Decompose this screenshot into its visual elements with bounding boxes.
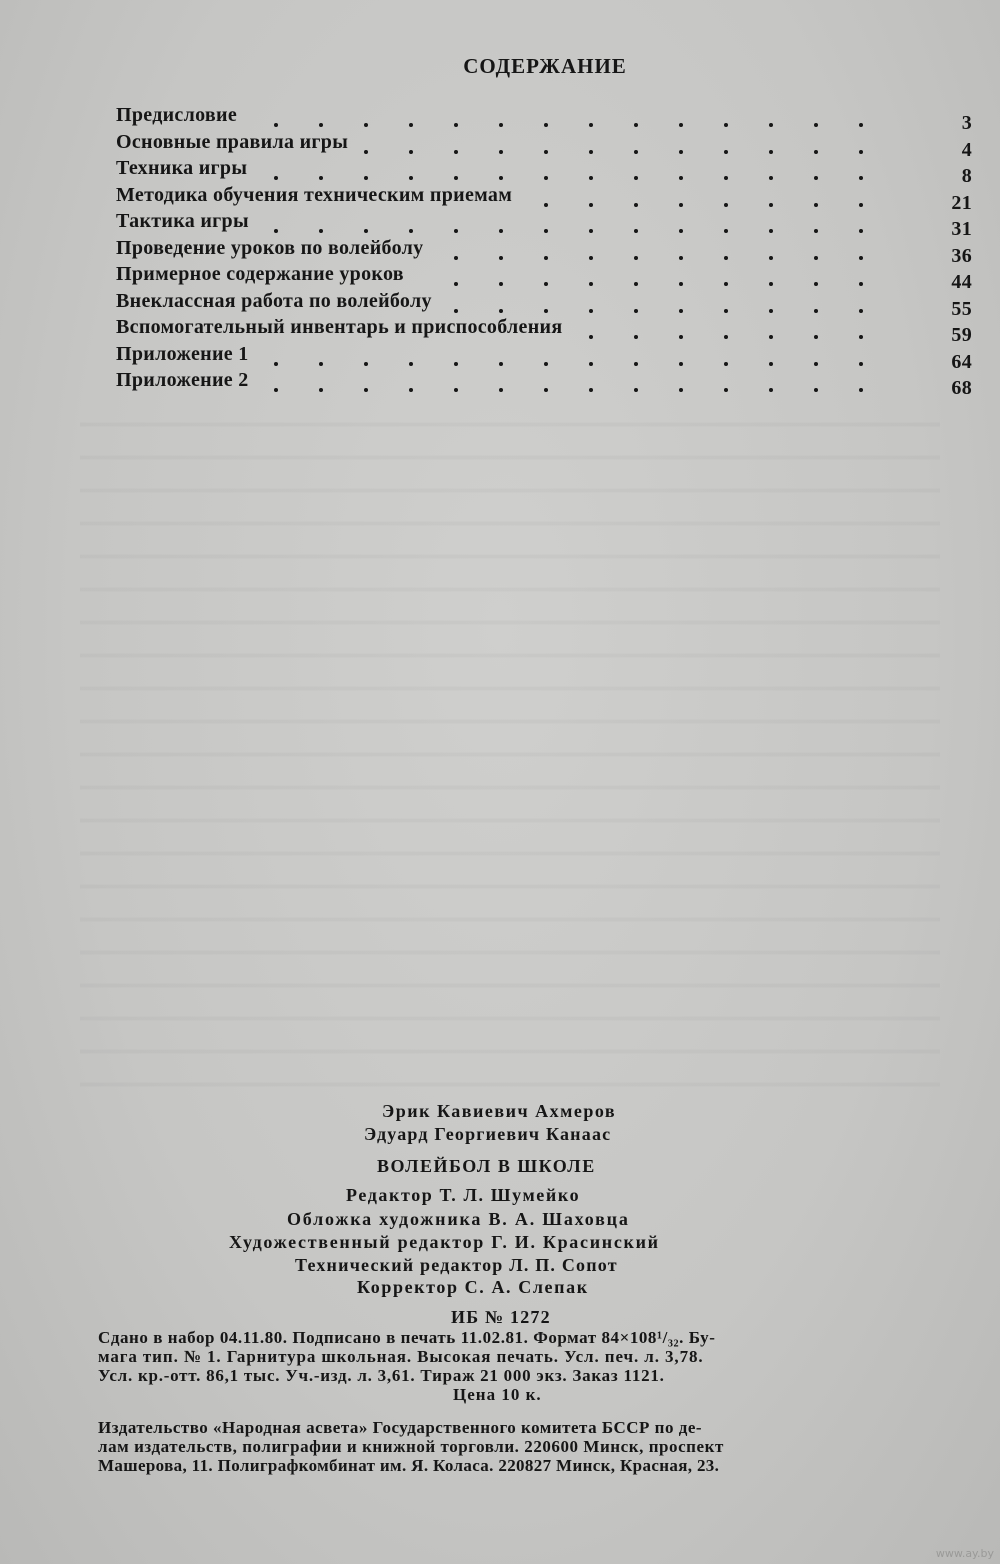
leader-dot — [589, 388, 593, 392]
toc-entry — [116, 183, 972, 214]
dot-leader — [116, 104, 906, 130]
leader-dot — [454, 123, 458, 127]
leader-dot — [544, 203, 548, 207]
leader-dot — [454, 282, 458, 286]
leader-dot — [274, 176, 278, 180]
leader-dot — [544, 309, 548, 313]
art-editor-credit: Художественный редактор Г. И. Красинский — [229, 1232, 660, 1252]
print-details-line-1: Сдано в набор 04.11.80. Подписано в печать 11.02.81. Формат 84×108¹/₃₂. Бу- — [98, 1328, 716, 1347]
leader-dot — [679, 335, 683, 339]
toc-entry-page: 64 — [951, 350, 972, 373]
leader-dot — [364, 176, 368, 180]
leader-dot — [634, 362, 638, 366]
leader-dot — [814, 388, 818, 392]
leader-dot — [724, 176, 728, 180]
dot-leader — [116, 157, 906, 183]
leader-dot — [724, 309, 728, 313]
leader-dot — [589, 282, 593, 286]
toc-entry-page: 4 — [961, 138, 972, 161]
leader-dot — [859, 309, 863, 313]
toc-entry-label: Основные правила игры — [116, 130, 349, 153]
leader-dot — [859, 176, 863, 180]
leader-dot — [454, 388, 458, 392]
leader-dot — [319, 123, 323, 127]
leader-dot — [724, 150, 728, 154]
leader-dot — [454, 309, 458, 313]
leader-dot — [454, 176, 458, 180]
leader-dot — [544, 123, 548, 127]
leader-dot — [544, 388, 548, 392]
toc-entry-page: 55 — [951, 297, 972, 320]
print-details-line-3: Усл. кр.-отт. 86,1 тыс. Уч.-изд. л. 3,61. Тираж 21 000 экз. Заказ 1121. — [98, 1366, 665, 1385]
leader-dot — [769, 388, 773, 392]
leader-dot — [589, 335, 593, 339]
leader-dot — [409, 176, 413, 180]
leader-dot — [454, 150, 458, 154]
toc-entry — [116, 369, 972, 399]
leader-dot — [769, 256, 773, 260]
leader-dot — [859, 123, 863, 127]
author-2: Эдуард Георгиевич Канаас — [364, 1124, 612, 1144]
toc-entry-label: Примерное содержание уроков — [116, 263, 404, 285]
leader-dot — [769, 335, 773, 339]
proofreader-credit: Корректор С. А. Слепак — [357, 1277, 589, 1297]
leader-dot — [679, 203, 683, 207]
leader-dot — [634, 309, 638, 313]
leader-dot — [544, 150, 548, 154]
leader-dot — [859, 203, 863, 207]
leader-dot — [409, 362, 413, 366]
leader-dot — [814, 150, 818, 154]
leader-dot — [724, 203, 728, 207]
leader-dot — [859, 388, 863, 392]
toc-entry-label: Приложение 1 — [116, 342, 249, 365]
leader-dot — [634, 150, 638, 154]
leader-dot — [319, 362, 323, 366]
toc-entry-page: 59 — [951, 324, 972, 346]
toc-entry — [116, 130, 972, 161]
toc-entry — [116, 289, 972, 320]
leader-dot — [544, 282, 548, 286]
toc-entry-label: Предисловие — [116, 104, 238, 126]
leader-dot — [679, 176, 683, 180]
leader-dot — [319, 229, 323, 233]
leader-dot — [364, 362, 368, 366]
toc-entry-page: 68 — [951, 377, 972, 399]
leader-dot — [724, 362, 728, 366]
leader-dot — [814, 256, 818, 260]
leader-dot — [634, 203, 638, 207]
leader-dot — [859, 362, 863, 366]
toc-entry-label: Приложение 2 — [116, 369, 249, 391]
price: Цена 10 к. — [453, 1385, 542, 1404]
dot-leader — [116, 131, 906, 157]
leader-dot — [274, 123, 278, 127]
toc-entry-page: 31 — [951, 218, 972, 240]
toc-entry-label: Методика обучения техническим приемам — [116, 183, 513, 206]
leader-dot — [454, 362, 458, 366]
leader-dot — [724, 256, 728, 260]
leader-dot — [814, 309, 818, 313]
dot-leader — [116, 290, 906, 316]
leader-dot — [769, 229, 773, 233]
leader-dot — [409, 388, 413, 392]
leader-dot — [769, 362, 773, 366]
leader-dot — [859, 282, 863, 286]
leader-dot — [679, 309, 683, 313]
leader-dot — [859, 150, 863, 154]
leader-dot — [409, 123, 413, 127]
leader-dot — [679, 229, 683, 233]
leader-dot — [499, 176, 503, 180]
tech-editor-credit: Технический редактор Л. П. Сопот — [295, 1255, 618, 1275]
leader-dot — [814, 123, 818, 127]
toc-entry-label: Проведение уроков по волейболу — [116, 236, 424, 259]
leader-dot — [319, 388, 323, 392]
leader-dot — [499, 150, 503, 154]
leader-dot — [679, 150, 683, 154]
leader-dot — [589, 256, 593, 260]
leader-dot — [814, 282, 818, 286]
leader-dot — [679, 388, 683, 392]
print-details-line-2: мага тип. № 1. Гарнитура школьная. Высокая печать. Усл. печ. л. 3,78. — [98, 1347, 704, 1366]
publisher-line-1: Издательство «Народная асвета» Государственного комитета БССР по де- — [98, 1418, 703, 1437]
toc-entry-label: Вспомогательный инвентарь и приспособления — [116, 316, 563, 338]
editor-credit: Редактор Т. Л. Шумейко — [346, 1185, 581, 1205]
leader-dot — [724, 388, 728, 392]
toc-entry-page: 44 — [951, 271, 972, 293]
dot-leader — [116, 316, 906, 342]
print-details — [98, 1328, 958, 1404]
toc-entry — [116, 263, 972, 293]
leader-dot — [454, 229, 458, 233]
leader-dot — [634, 335, 638, 339]
leader-dot — [634, 229, 638, 233]
leader-dot — [364, 123, 368, 127]
leader-dot — [499, 123, 503, 127]
leader-dot — [634, 123, 638, 127]
dot-leader — [116, 343, 906, 369]
leader-dot — [544, 256, 548, 260]
leader-dot — [814, 203, 818, 207]
leader-dot — [319, 176, 323, 180]
leader-dot — [499, 388, 503, 392]
dot-leader — [116, 237, 906, 263]
leader-dot — [769, 309, 773, 313]
leader-dot — [724, 229, 728, 233]
leader-dot — [544, 229, 548, 233]
leader-dot — [859, 256, 863, 260]
leader-dot — [499, 309, 503, 313]
dot-leader — [116, 369, 906, 395]
leader-dot — [589, 362, 593, 366]
leader-dot — [274, 388, 278, 392]
leader-dot — [274, 229, 278, 233]
leader-dot — [544, 176, 548, 180]
leader-dot — [364, 150, 368, 154]
leader-dot — [679, 123, 683, 127]
leader-dot — [589, 123, 593, 127]
leader-dot — [769, 150, 773, 154]
show-through-text — [80, 400, 940, 1100]
leader-dot — [409, 150, 413, 154]
toc-entry — [116, 342, 972, 373]
leader-dot — [679, 282, 683, 286]
leader-dot — [589, 309, 593, 313]
leader-dot — [724, 335, 728, 339]
leader-dot — [634, 176, 638, 180]
leader-dot — [499, 229, 503, 233]
watermark: www.ay.by — [935, 1547, 994, 1560]
leader-dot — [634, 256, 638, 260]
leader-dot — [589, 150, 593, 154]
dot-leader — [116, 210, 906, 236]
toc-entry — [116, 104, 972, 134]
leader-dot — [859, 229, 863, 233]
leader-dot — [679, 362, 683, 366]
toc-entry — [116, 236, 972, 267]
toc-entry-page: 8 — [961, 165, 972, 187]
leader-dot — [634, 282, 638, 286]
leader-dot — [814, 176, 818, 180]
publisher-line-3: Машерова, 11. Полиграфкомбинат им. Я. Коласа. 220827 Минск, Красная, 23. — [98, 1456, 720, 1475]
ib-number: ИБ № 1272 — [451, 1307, 551, 1327]
leader-dot — [544, 362, 548, 366]
leader-dot — [814, 362, 818, 366]
leader-dot — [364, 229, 368, 233]
toc-entry-label: Тактика игры — [116, 210, 249, 232]
leader-dot — [634, 388, 638, 392]
leader-dot — [499, 256, 503, 260]
leader-dot — [769, 123, 773, 127]
toc-entry — [116, 210, 972, 240]
leader-dot — [589, 229, 593, 233]
leader-dot — [409, 229, 413, 233]
leader-dot — [499, 362, 503, 366]
dot-leader — [116, 184, 906, 210]
leader-dot — [364, 388, 368, 392]
leader-dot — [724, 282, 728, 286]
leader-dot — [589, 203, 593, 207]
publisher-details — [98, 1418, 958, 1475]
toc-entry-label: Внеклассная работа по волейболу — [116, 289, 432, 312]
toc-entry — [116, 157, 972, 187]
cover-artist-credit: Обложка художника В. А. Шаховца — [287, 1209, 630, 1229]
leader-dot — [859, 335, 863, 339]
leader-dot — [724, 123, 728, 127]
leader-dot — [769, 176, 773, 180]
leader-dot — [814, 335, 818, 339]
toc-entry — [116, 316, 972, 346]
leader-dot — [679, 256, 683, 260]
toc-entry-page: 21 — [951, 191, 972, 214]
publisher-line-2: лам издательств, полиграфии и книжной торговли. 220600 Минск, проспект — [98, 1437, 724, 1456]
author-1: Эрик Кавиевич Ахмеров — [382, 1101, 617, 1121]
toc-entry-label: Техника игры — [116, 157, 248, 179]
toc-entry-page: 3 — [961, 112, 972, 134]
leader-dot — [274, 362, 278, 366]
leader-dot — [769, 203, 773, 207]
book-title: ВОЛЕЙБОЛ В ШКОЛЕ — [377, 1156, 596, 1176]
toc-entry-page: 36 — [951, 244, 972, 267]
leader-dot — [589, 176, 593, 180]
leader-dot — [499, 282, 503, 286]
leader-dot — [814, 229, 818, 233]
leader-dot — [769, 282, 773, 286]
toc-title: СОДЕРЖАНИЕ — [463, 54, 627, 78]
dot-leader — [116, 263, 906, 289]
leader-dot — [454, 256, 458, 260]
toc-list — [116, 104, 972, 399]
